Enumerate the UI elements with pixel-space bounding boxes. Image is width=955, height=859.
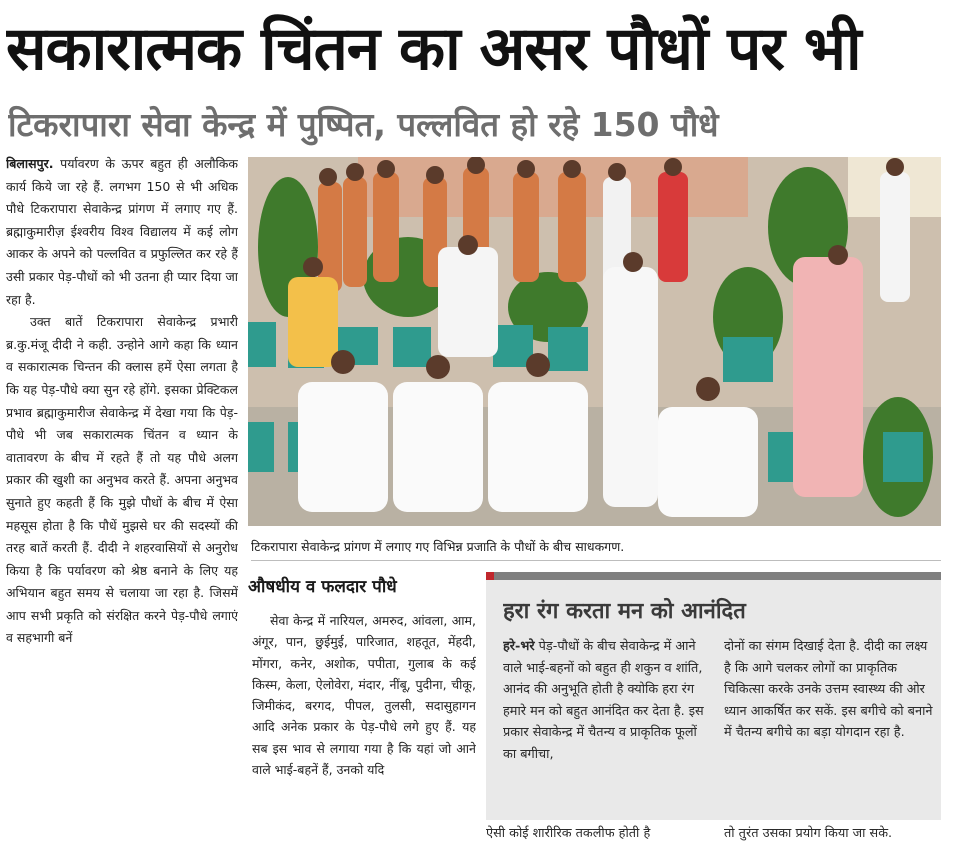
headline: सकारात्मक चिंतन का असर पौधों पर भी — [6, 14, 861, 84]
sidebar-box-paragraph-1 — [503, 636, 708, 765]
sidebar-box-paragraph-1-text: पेड़-पौधों के बीच सेवाकेन्द्र में आने वाले भाई-बहनों को बहुत ही शकुन व शांति, आनंद की अनुभूति होती है क्योकि हरा रंग हमारे मन को बहुत आनंदित कर देता है. इस प्रकार सेवाकेन्द्र में चैतन्य व प्राकृतिक फूलों का बगीचा, — [503, 639, 704, 762]
main-article-paragraph-1-text: पर्यावरण के ऊपर बहुत ही अलौकिक कार्य किये जा रहे हैं. लगभग 150 से भी अधिक पौधे टिकरापारा सेवाकेन्द्र प्रांगण में लगाए गए हैं. ब्रह्माकुमारीज़ ईश्वरीय विश्व विद्यालय में कई लोग आकर के अपने को पल्लवित व प्रफुल्लित कर रहे हैं उसी प्रकार पेड़-पौधों को भी उतना ही प्यार दिया जा रहा है. — [6, 156, 238, 307]
main-article-column — [6, 153, 238, 853]
continuation-text-left: ऐसी कोई शारीरिक तकलीफ होती है — [486, 826, 651, 841]
plants-section-body: सेवा केन्द्र में नारियल, अमरुद, आंवला, आम, अंगूर, पान, छुईमुई, पारिजात, शहतूत, मेंहदी, मोंगरा, कनेर, अशोक, पपीता, गुलाब के कई किस्म, केला, ऐलोवेरा, मंदार, नींबू, पुदीना, चीकू, जिमीकंद, बरगद, पीपल, तुलसी, सदासुहागन आदि अनेक प्रकार के पेड़-पौधे लगे हुए हैं. यह सब इस भाव से लगाया गया है कि यहां जो आने वाले भाई-बहनें हैं, उनको यदि — [252, 613, 476, 778]
plants-section-column — [252, 610, 476, 853]
photo-caption: टिकरापारा सेवाकेन्द्र प्रांगण में लगाए गए विभिन्न प्रजाति के पौधों के बीच साधकगण. — [251, 533, 941, 561]
sidebar-box-column-1 — [503, 636, 708, 816]
sidebar-box-column-2 — [724, 636, 934, 816]
subheadline: टिकरापारा सेवा केन्द्र में पुष्पित, पल्लवित हो रहे 150 पौधे — [8, 105, 719, 144]
sidebar-box-lead: हरे-भरे — [503, 639, 535, 654]
sidebar-box-accent — [486, 572, 494, 580]
plants-section-title: औषधीय व फलदार पौधे — [248, 577, 397, 597]
sidebar-box-paragraph-2: दोनों का संगम दिखाई देता है. दीदी का लक्ष्य है कि आगे चलकर लोगों का प्राकृतिक चिकित्सा करके उनके उत्तम स्वास्थ्य की ओर ध्यान आकर्षित कर सकें. इस बगीचे को बनाने में चैतन्य बगीचे का बड़ा योगदान रहा है. — [724, 639, 933, 740]
main-article-paragraph-1 — [6, 153, 238, 311]
continuation-text-right: तो तुरंत उसका प्रयोग किया जा सके. — [724, 826, 893, 841]
dateline: बिलासपुर. — [6, 156, 54, 171]
sidebar-box-title: हरा रंग करता मन को आनंदित — [503, 599, 746, 624]
group-photo-illustration — [248, 157, 941, 526]
main-article-paragraph-2: उक्त बातें टिकरापारा सेवाकेन्द्र प्रभारी ब्र.कु.मंजू दीदी ने कही. उन्होने आगे कहा कि ध्यान व सकारात्मक चिन्तन की क्लास हमें ऐसा लगता है कि यह पेड़-पौधे क्या सुन रहे होंगे. इसका प्रेक्टिकल प्रभाव ब्रह्माकुमारीज सेवाकेन्द्र में देखा गया कि पेड़-पौधे भी जब सकारात्मक चिंतन व ध्यान के वातावरण के बीच में रहते हैं तो यह पौधे अलग प्रकार की खुशी का अनुभव करते हैं. अपना अनुभव सुनाते हुए कहती हैं कि मुझे पौधों के बीच में ऐसा महसूस होता है कि पौधें मुझसे घर की सदस्यों की तरह बातें करती हैं. दीदी ने शहरवासियों से अनुरोध किया है कि पर्यावरण को श्रेष्ठ बनाने के लिए यह अभियान बहुत समय से चलाया जा रहा है. जिसमें आप सभी प्रकृति को संरक्षित करने पेड़-पौधे लगाएं व सहभागी बनें — [6, 314, 238, 646]
group-photo — [248, 157, 941, 526]
